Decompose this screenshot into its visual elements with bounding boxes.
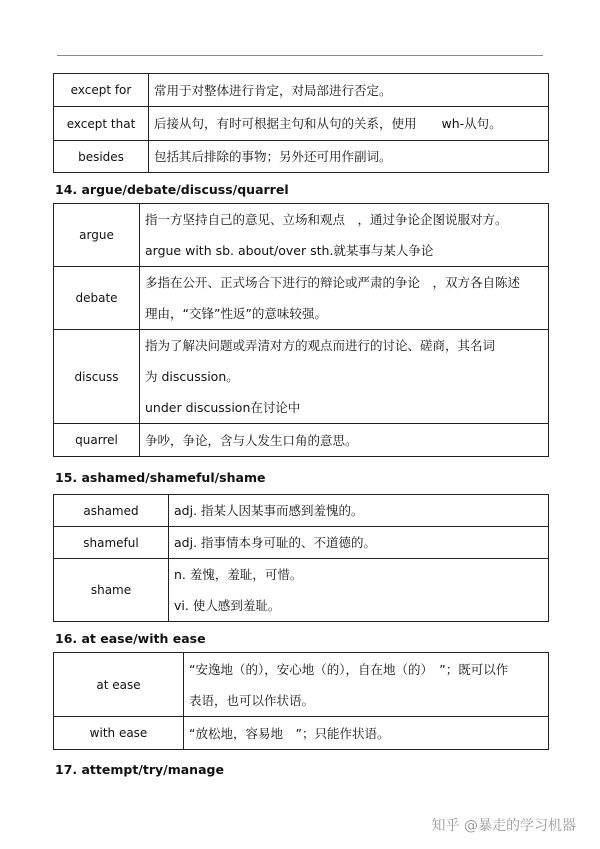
- description-line: 常用于对整体进行肯定，对局部进行否定。: [154, 82, 392, 98]
- section-heading-15: 15. ashamed/shameful/shame: [55, 470, 266, 485]
- term-cell: debate: [54, 267, 140, 330]
- description-line: 多指在公开、正式场合下进行的辩论或严肃的争论 ，双方各自陈述: [145, 275, 521, 290]
- description-line: 后接从句，有时可根据主句和从句的关系，使用 wh-从句。: [154, 116, 502, 131]
- term-cell: with ease: [54, 717, 184, 750]
- term-cell: shame: [54, 559, 169, 622]
- table-at-ease-with-ease: [53, 652, 549, 750]
- term-cell: quarrel: [54, 424, 140, 457]
- table-row: [54, 653, 549, 717]
- description-cell: [149, 74, 549, 107]
- table-argue-debate-discuss-quarrel: [53, 203, 549, 457]
- term-cell: discuss: [54, 330, 140, 424]
- table-row: [54, 424, 549, 457]
- table-row: [54, 527, 549, 559]
- table-ashamed-shameful-shame: [53, 494, 549, 622]
- description-cell: [169, 527, 549, 559]
- description-cell: [184, 653, 549, 717]
- description-cell: [149, 141, 549, 173]
- term-cell: except for: [54, 74, 149, 107]
- section-heading-14: 14. argue/debate/discuss/quarrel: [55, 182, 289, 197]
- description-line: under discussion在讨论中: [145, 400, 301, 415]
- description-line: n. 羞愧，羞耻，可惜。: [174, 567, 303, 582]
- table-row: [54, 717, 549, 750]
- table-row: [54, 107, 549, 141]
- table-row: [54, 559, 549, 622]
- term-cell: except that: [54, 107, 149, 141]
- description-cell: [140, 267, 549, 330]
- description-line: adj. 指某人因某事而感到羞愧的。: [174, 503, 364, 518]
- description-line: “放松地，容易地 ”；只能作状语。: [189, 725, 390, 741]
- table-row: [54, 204, 549, 267]
- description-line: 表语，也可以作状语。: [189, 692, 315, 708]
- table-except: [53, 73, 549, 173]
- description-line: vi. 使人感到羞耻。: [174, 598, 281, 613]
- description-line: 理由，“交锋”性返”的意味较强。: [145, 306, 327, 321]
- description-cell: [140, 330, 549, 424]
- table-row: [54, 267, 549, 330]
- term-cell: besides: [54, 141, 149, 173]
- description-cell: [140, 204, 549, 267]
- watermark: 知乎 @暴走的学习机器: [431, 818, 576, 834]
- table-row: [54, 330, 549, 424]
- table-row: [54, 141, 549, 173]
- description-cell: [169, 559, 549, 622]
- description-line: 为 discussion。: [145, 369, 239, 384]
- description-cell: [184, 717, 549, 750]
- table-row: [54, 495, 549, 527]
- header-rule: [57, 55, 543, 56]
- section-heading-16: 16. at ease/with ease: [55, 631, 206, 646]
- description-line: “安逸地（的），安心地（的），自在地（的） ”；既可以作: [189, 661, 509, 677]
- table-row: [54, 74, 549, 107]
- description-line: argue with sb. about/over sth.就某事与某人争论: [145, 243, 434, 258]
- term-cell: ashamed: [54, 495, 169, 527]
- description-line: 指一方坚持自己的意见、立场和观点 ，通过争论企图说服对方。: [145, 212, 508, 227]
- description-cell: [169, 495, 549, 527]
- description-cell: [140, 424, 549, 457]
- description-line: 争吵，争论，含与人发生口角的意思。: [145, 432, 358, 448]
- description-cell: [149, 107, 549, 141]
- section-heading-17: 17. attempt/try/manage: [55, 762, 224, 777]
- term-cell: at ease: [54, 653, 184, 717]
- term-cell: argue: [54, 204, 140, 267]
- description-line: 指为了解决问题或弄清对方的观点而进行的讨论、磋商，其名词: [145, 338, 496, 353]
- description-line: 包括其后排除的事物；另外还可用作副词。: [154, 149, 392, 164]
- description-line: adj. 指事情本身可耻的、不道德的。: [174, 535, 377, 550]
- term-cell: shameful: [54, 527, 169, 559]
